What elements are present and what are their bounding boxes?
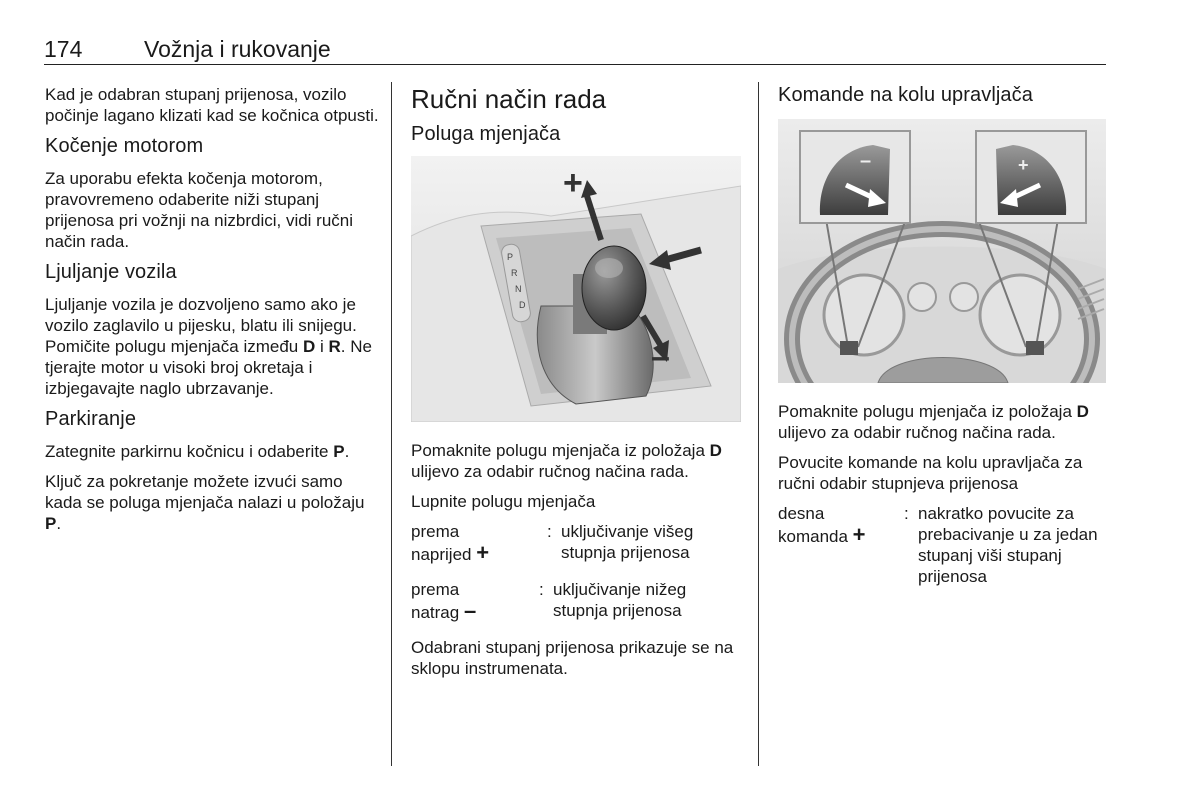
gear-d: D <box>1076 402 1089 421</box>
text-run: i <box>315 337 329 356</box>
definition-colon: : <box>547 522 552 541</box>
definition-description: nakratko povucite za prebacivanje u za jedan stupanj viši stupanj prijenosa <box>918 504 1098 586</box>
column-right <box>778 84 1108 599</box>
gate-letter: P <box>507 252 514 262</box>
page-number: 174 <box>44 36 83 62</box>
definition-colon: : <box>904 504 909 523</box>
minus-symbol: – <box>463 598 477 623</box>
lever-heading: Poluga mjenjača <box>411 123 561 145</box>
page-header <box>44 34 1106 65</box>
gear-lever-figure <box>411 156 741 422</box>
text-run: . <box>344 442 350 461</box>
move-lever-paragraph <box>411 440 743 482</box>
steering-wheel-figure <box>778 119 1106 383</box>
definition-term <box>411 579 511 623</box>
term-text: prema natrag <box>411 580 460 622</box>
gear-p: P <box>333 442 345 461</box>
definition-description: uključivanje višeg stupnja prijenosa <box>561 522 694 562</box>
text-run: . Ne tjerajte motor u visoki broj okretaja i izbjegavajte naglo ubrzavanje. <box>45 337 372 398</box>
intro-paragraph: Kad je odabran stupanj prijenosa, vozilo počinje lagano klizati kad se kočnica otpusti. <box>45 85 379 125</box>
gear-r: R <box>328 337 341 356</box>
text-run: . <box>56 514 62 533</box>
section-title: Ručni način rada <box>411 84 607 114</box>
rocking-heading: Ljuljanje vozila <box>45 261 177 283</box>
rocking-paragraph <box>45 294 379 399</box>
gate-letter: N <box>515 284 522 294</box>
column-divider <box>758 82 759 766</box>
definition-right-control <box>778 503 1108 589</box>
display-paragraph: Odabrani stupanj prijenosa prikazuje se na sklopu instrumenata. <box>411 638 734 678</box>
term-text: prema naprijed <box>411 522 472 564</box>
pull-controls-paragraph: Povucite komande na kolu upravljača za ručni odabir stupnjeva prijenosa <box>778 453 1083 493</box>
engine-braking-paragraph: Za uporabu efekta kočenja motorom, pravovremeno odaberite niži stupanj prijenosa pri vožnji na nizbrdici, vidi ručni način rada. <box>45 169 354 251</box>
gear-d: D <box>302 337 316 356</box>
paddle-plus-label: + <box>1018 155 1029 175</box>
chapter-title: Vožnja i rukovanje <box>144 36 331 62</box>
text-run: Pomaknite polugu mjenjača iz položaja <box>778 402 1077 421</box>
minus-label: – <box>651 338 670 376</box>
text-run: ulijevo za odabir ručnog načina rada. <box>411 462 689 481</box>
definition-forward <box>411 521 743 565</box>
plus-label: + <box>563 164 583 202</box>
definition-colon: : <box>539 580 544 599</box>
text-run: Zategnite parkirnu kočnicu i odaberite <box>45 442 334 461</box>
column-divider <box>391 82 392 766</box>
parking-heading: Parkiranje <box>45 408 137 430</box>
definition-term <box>778 503 890 547</box>
text-run: ulijevo za odabir ručnog načina rada. <box>778 423 1056 442</box>
parking-paragraph-1 <box>45 441 379 462</box>
gear-p: P <box>45 514 57 533</box>
paddle-minus-label: – <box>860 150 872 172</box>
gate-letter: R <box>511 268 518 278</box>
text-run: Ljuljanje vozila je dozvoljeno samo ako je vozilo zaglavilo u pijesku, blatu ili snijegu. Pomičite polugu mjenjača između <box>45 295 357 356</box>
term-text: desna komanda <box>778 504 848 546</box>
parking-paragraph-2 <box>45 471 379 534</box>
plus-symbol: + <box>852 522 866 547</box>
column-middle <box>411 84 743 688</box>
move-lever-paragraph <box>778 401 1108 443</box>
text-run: Ključ za pokretanje možete izvući samo kada se poluga mjenjača nalazi u položaju <box>45 472 365 512</box>
steering-controls-heading: Komande na kolu upravljača <box>778 84 1033 106</box>
gear-d: D <box>709 441 722 460</box>
column-left <box>45 84 379 543</box>
definition-back <box>411 579 743 627</box>
definition-description: uključivanje nižeg stupnja prijenosa <box>553 580 687 620</box>
gate-letter: D <box>519 300 526 310</box>
text-run: Pomaknite polugu mjenjača iz položaja <box>411 441 710 460</box>
engine-braking-heading: Kočenje motorom <box>45 135 204 157</box>
definition-term <box>411 521 511 565</box>
tap-lever-paragraph: Lupnite polugu mjenjača <box>411 492 596 511</box>
plus-symbol: + <box>476 540 490 565</box>
